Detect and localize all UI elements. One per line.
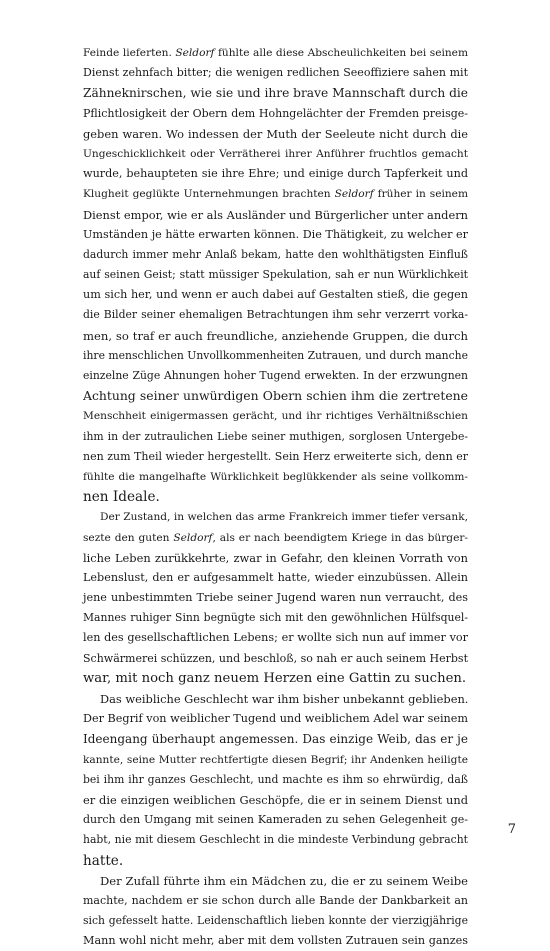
text-line: auf seinen Geist; statt müssiger Spekulation, sah er nun Würklichkeit [83,268,468,282]
text-line: Das weibliche Geschlecht war ihm bisher unbekannt geblieben. [100,692,469,706]
text-line: habt, nie mit diesem Geschlecht in die mindeste Verbindung gebracht [83,833,468,847]
text-line: Mann wohl nicht mehr, aber mit dem vollsten Zutrauen sein ganzes [83,934,468,948]
text-line: nen zum Theil wieder hergestellt. Sein Herz erweiterte sich, denn er [83,449,468,463]
text-line: bei ihm ihr ganzes Geschlecht, und machte es ihm so ehrwürdig, daß [83,772,468,786]
text-line: um sich her, und wenn er auch dabei auf Gestalten stieß, die gegen [83,288,468,302]
italic-name: Seldorf [173,531,213,544]
text-line: Feinde lieferten. Seldorf fühlte alle diese Abscheulichkeiten bei seinem [83,47,468,59]
text-line: Der Begrif von weiblicher Tugend und weiblichem Adel war seinem [83,712,468,726]
text-line: kannte, seine Mutter rechtfertigte diesen Begrif; ihr Andenken heiligte [83,753,468,766]
page-number: 7 [507,822,516,837]
text-line: machte, nachdem er sie schon durch alle Bande der Dankbarkeit an [83,893,468,907]
text-line: Lebenslust, den er aufgesammelt hatte, wieder einzubüssen. Allein [83,570,468,584]
text-line: jene unbestimmten Triebe seiner Jugend waren nun verraucht, des [83,591,468,605]
italic-name: Seldorf [175,47,215,59]
text-line: liche Leben zurükkehrte, zwar in Gefahr, den kleinen Vorrath von [83,550,468,565]
text-line: ihm in der zutraulichen Liebe seiner muthigen, sorglosen Untergebe- [83,429,468,443]
text-line: einzelne Züge Ahnungen hoher Tugend erwekten. In der erzwungnen [83,369,468,382]
text-line: Pflichtlosigkeit der Obern dem Hohngelächter der Fremden preisge- [83,106,468,120]
text-line: sezte den guten Seldorf, als er nach beendigtem Kriege in das bürger- [83,531,469,544]
text-line: geben waren. Wo indessen der Muth der Seeleute nicht durch die [83,126,468,141]
text-line: fühlte die mangelhafte Würklichkeit beglükkender als seine vollkomm- [83,470,468,483]
text-line: Schwärmerei schüzzen, und beschloß, so nah er auch seinem Herbst [83,651,468,665]
text-line: ihre menschlichen Unvollkommenheiten Zutrauen, und durch manche [83,348,468,362]
text-line: Zähneknirschen, wie sie und ihre brave Mannschaft durch die [83,86,468,101]
text-line: nen Ideale. [83,489,160,506]
text-line: men, so traf er auch freundliche, anziehende Gruppen, die durch [83,328,468,343]
text-line: sich gefesselt hatte. Leidenschaftlich lieben konnte der vierzigjährige [83,914,468,928]
text-line: Umständen je hätte erwarten können. Die Thätigkeit, zu welcher er [83,227,468,241]
text-line: Der Zufall führte ihm ein Mädchen zu, die er zu seinem Weibe [100,873,468,888]
text-line: Dienst empor, wie er als Ausländer und Bürgerlicher unter andern [83,207,468,222]
text-line: Menschheit einigermassen gerächt, und ihr richtiges Verhältnißschien [83,410,468,423]
text-line: Der Zustand, in welchen das arme Frankreich immer tiefer versank, [100,511,468,524]
text-line: war, mit noch ganz neuem Herzen eine Gattin zu suchen. [83,670,467,686]
text-line: len des gesellschaftlichen Lebens; er wollte sich nun auf immer vor [83,631,468,645]
text-line: Ideengang überhaupt angemessen. Das einzige Weib, das er je [83,732,468,747]
text-line: hatte. [83,852,124,869]
text-line: Klugheit geglükte Unternehmungen brachten Seldorf früher in seinem [83,188,468,201]
text-line: er die einzigen weiblichen Geschöpfe, die er in seinem Dienst und [83,792,468,807]
text-line: wurde, behaupteten sie ihre Ehre; und einige durch Tapferkeit und [83,167,468,181]
text-line: Achtung seiner unwürdigen Obern schien ihm die zertretene [83,388,468,404]
text-line: Dienst zehnfach bitter; die wenigen redlichen Seeoffiziere sahen mit [83,66,468,80]
text-line: die Bilder seiner ehemaligen Betrachtungen ihm sehr verzerrt vorka- [83,308,468,322]
text-line: dadurch immer mehr Anlaß bekam, hatte den wohlthätigsten Einfluß [83,247,468,261]
italic-name: Seldorf [334,188,374,201]
text-line: durch den Umgang mit seinen Kameraden zu sehen Gelegenheit ge- [83,813,468,827]
body-text [83,43,468,951]
text-line: Mannes ruhiger Sinn begnügte sich mit den gewöhnlichen Hülfsquel- [83,611,468,625]
text-line: Ungeschicklichkeit oder Verrätherei ihrer Anführer fruchtlos gemacht [83,147,468,160]
